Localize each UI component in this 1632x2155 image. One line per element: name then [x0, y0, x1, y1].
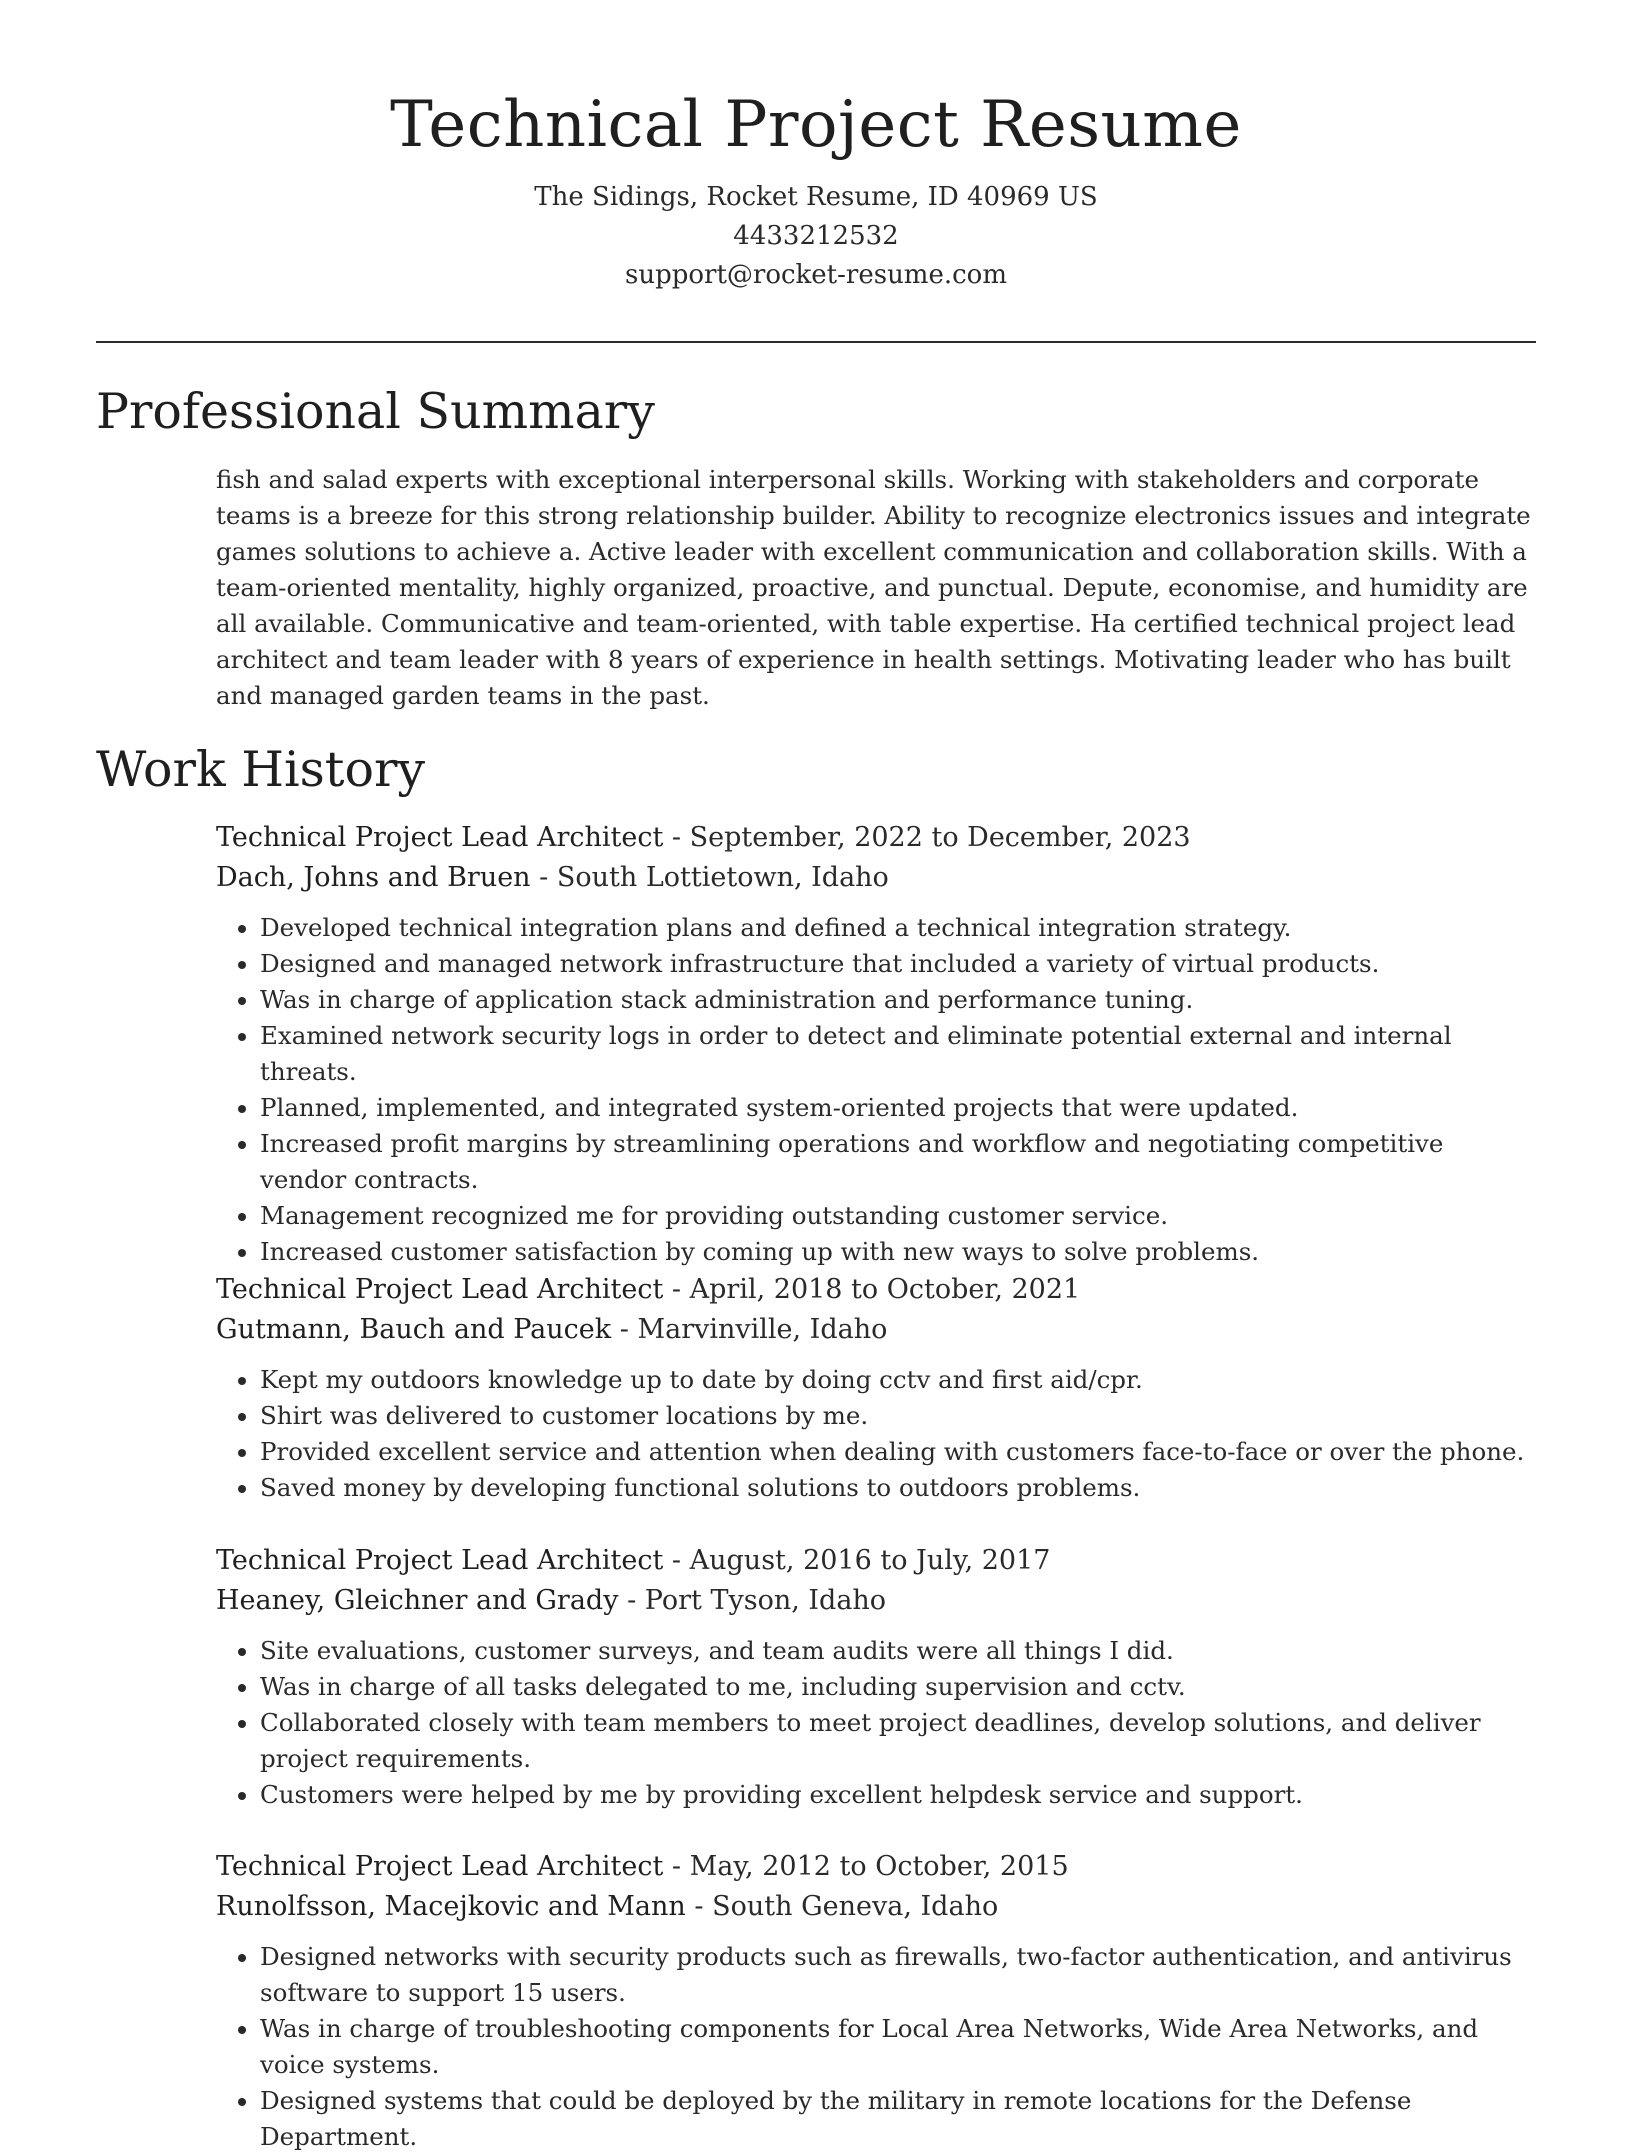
- separator-dash: -: [671, 1545, 682, 1576]
- job-title-line: [216, 1847, 1536, 1887]
- job-dates: September, 2022 to December, 2023: [689, 822, 1191, 853]
- job-dates: August, 2016 to July, 2017: [689, 1545, 1051, 1576]
- email-line: support@rocket-resume.com: [624, 260, 1007, 290]
- summary-heading: Professional Summary: [96, 383, 655, 440]
- job-company: Gutmann, Bauch and Paucek: [216, 1314, 612, 1345]
- list-item: • Designed and managed network infrastructure that included a variety of virtual products.: [260, 946, 1536, 982]
- list-item: • Designed systems that could be deployed by the military in remote locations for the Defense Department.: [260, 2083, 1536, 2155]
- separator-dash: -: [671, 1274, 682, 1305]
- job-title-line: [216, 1541, 1536, 1581]
- list-item: • Management recognized me for providing outstanding customer service.: [260, 1198, 1536, 1234]
- job-location: Port Tyson, Idaho: [644, 1585, 887, 1616]
- job-title-line: [216, 818, 1536, 858]
- separator-dash: -: [627, 1585, 637, 1616]
- list-item: • Developed technical integration plans and defined a technical integration strategy.: [260, 910, 1536, 946]
- job-company-line: [216, 1581, 1536, 1621]
- list-item: • Planned, implemented, and integrated system-oriented projects that were updated.: [260, 1090, 1536, 1126]
- list-item: • Provided excellent service and attention when dealing with customers face-to-face or over the phone.: [260, 1434, 1536, 1470]
- job-dates: May, 2012 to October, 2015: [689, 1851, 1069, 1882]
- list-item: • Increased customer satisfaction by coming up with new ways to solve problems.: [260, 1234, 1536, 1270]
- job-company-line: [216, 1887, 1536, 1927]
- list-item: • Customers were helped by me by providing excellent helpdesk service and support.: [260, 1777, 1536, 1813]
- list-item: • Saved money by developing functional solutions to outdoors problems.: [260, 1470, 1536, 1506]
- job-entry: [216, 818, 1536, 1270]
- job-entry: [216, 1270, 1536, 1506]
- list-item: • Was in charge of application stack administration and performance tuning.: [260, 982, 1536, 1018]
- job-role: Technical Project Lead Architect: [216, 822, 664, 853]
- work-history-heading: Work History: [96, 741, 426, 798]
- job-company: Dach, Johns and Bruen: [216, 862, 531, 893]
- list-item: • Shirt was delivered to customer locations by me.: [260, 1398, 1536, 1434]
- address-line: The Sidings, Rocket Resume, ID 40969 US: [534, 182, 1098, 212]
- separator-dash: -: [671, 1851, 682, 1882]
- summary-text: fish and salad experts with exceptional interpersonal skills. Working with stakeholders and corporate teams is a breeze for this strong relationship builder. Ability to recognize electronics issues and integrate games solutions to achieve a. Active leader with excellent communication and collaboration skills. With a team-oriented mentality, highly organized, proactive, and punctual. Depute, economise, and humidity are all available. Communicative and team-oriented, with table expertise. Ha certified technical project lead architect and team leader with 8 years of experience in health settings. Motivating leader who has built and managed garden teams in the past.: [216, 465, 1531, 710]
- separator-dash: -: [539, 862, 549, 893]
- list-item: • Examined network security logs in order to detect and eliminate potential external and internal threats.: [260, 1018, 1536, 1090]
- job-entry: [216, 1847, 1536, 2155]
- list-item: • Was in charge of all tasks delegated to me, including supervision and cctv.: [260, 1669, 1536, 1705]
- list-item: • Collaborated closely with team members to meet project deadlines, develop solutions, and deliver project requirements.: [260, 1705, 1536, 1777]
- job-bullets: [216, 1939, 1536, 2155]
- separator-dash: -: [694, 1891, 704, 1922]
- resume-name: Technical Project Resume: [390, 88, 1242, 162]
- job-role: Technical Project Lead Architect: [216, 1274, 664, 1305]
- list-item: • Designed networks with security products such as firewalls, two-factor authentication, and antivirus software to support 15 users.: [260, 1939, 1536, 2011]
- job-entry: [216, 1541, 1536, 1813]
- resume-header: [0, 0, 1632, 295]
- job-dates: April, 2018 to October, 2021: [689, 1274, 1081, 1305]
- list-item: • Site evaluations, customer surveys, and team audits were all things I did.: [260, 1633, 1536, 1669]
- list-item: • Kept my outdoors knowledge up to date by doing cctv and first aid/cpr.: [260, 1362, 1536, 1398]
- job-bullets: [216, 910, 1536, 1270]
- job-bullets: [216, 1362, 1536, 1506]
- job-bullets: [216, 1633, 1536, 1813]
- separator-dash: -: [619, 1314, 629, 1345]
- header-divider: [96, 341, 1536, 343]
- job-company: Heaney, Gleichner and Grady: [216, 1585, 619, 1616]
- job-role: Technical Project Lead Architect: [216, 1545, 664, 1576]
- job-company: Runolfsson, Macejkovic and Mann: [216, 1891, 686, 1922]
- job-title-line: [216, 1270, 1536, 1310]
- job-location: Marvinville, Idaho: [637, 1314, 888, 1345]
- list-item: • Was in charge of troubleshooting components for Local Area Networks, Wide Area Networks, and voice systems.: [260, 2011, 1536, 2083]
- separator-dash: -: [671, 822, 682, 853]
- contact-block: [0, 178, 1632, 295]
- job-location: South Lottietown, Idaho: [556, 862, 889, 893]
- phone-line: 4433212532: [733, 221, 899, 251]
- job-role: Technical Project Lead Architect: [216, 1851, 664, 1882]
- job-company-line: [216, 858, 1536, 898]
- job-location: South Geneva, Idaho: [712, 1891, 999, 1922]
- job-company-line: [216, 1310, 1536, 1350]
- list-item: • Increased profit margins by streamlining operations and workflow and negotiating competitive vendor contracts.: [260, 1126, 1536, 1198]
